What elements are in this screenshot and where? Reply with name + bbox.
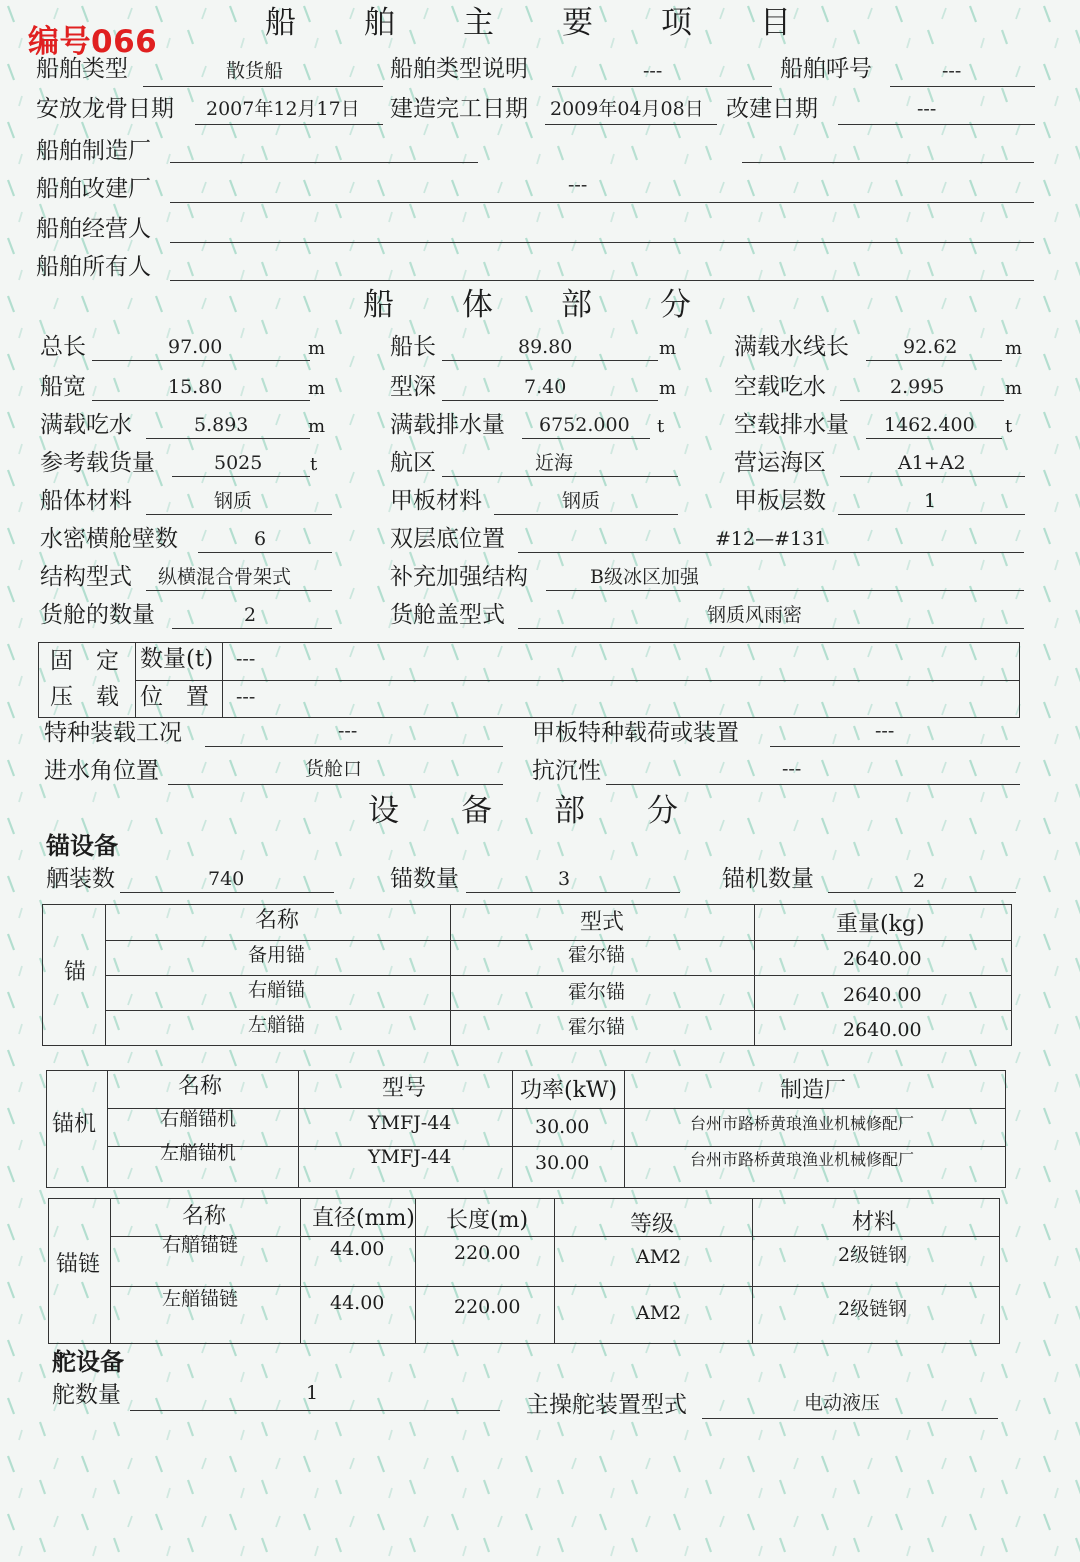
anchor-equipment-heading: 锚设备 <box>46 831 118 860</box>
keel-date-value: 2007年12月17日 <box>206 98 360 120</box>
windlass-table-row-1 <box>107 1108 1006 1109</box>
ship-type-label: 船舶类型 <box>36 56 128 82</box>
table-row: AM2 <box>636 1302 682 1324</box>
light-disp-unit: t <box>1005 416 1013 437</box>
rudder-count-value: 1 <box>306 1382 319 1404</box>
table-row: 2级链钢 <box>838 1298 908 1320</box>
hatch-label: 货舱盖型式 <box>390 602 505 628</box>
table-row: YMFJ-44 <box>368 1146 452 1168</box>
lwl-label: 满载水线长 <box>734 334 849 360</box>
windlass-header-power: 功率(kW) <box>520 1078 618 1103</box>
full-disp-unit: t <box>657 416 665 437</box>
ship-type-underline <box>143 86 383 87</box>
cargo-unit: t <box>310 454 318 475</box>
area-underline <box>442 476 678 477</box>
area-value: 近海 <box>535 452 574 474</box>
ballast-pos-value: --- <box>236 686 256 708</box>
special-load-label: 特种装载工况 <box>44 720 182 746</box>
area-label: 航区 <box>390 450 436 476</box>
rebuilder-value: --- <box>568 174 588 196</box>
callsign-label: 船舶呼号 <box>780 56 872 82</box>
double-bottom-label: 双层底位置 <box>390 526 505 552</box>
hatch-underline <box>518 628 1024 629</box>
table-row: 44.00 <box>330 1292 385 1314</box>
flood-angle-label: 进水角位置 <box>44 758 159 784</box>
windlass-table-row-label: 锚机 <box>52 1112 97 1137</box>
depth-value: 7.40 <box>524 376 567 398</box>
lbp-value: 89.80 <box>518 336 573 358</box>
ship-type-value: 散货船 <box>226 60 284 82</box>
frame-type-value: 纵横混合骨架式 <box>158 566 292 588</box>
holds-label: 货舱的数量 <box>40 602 155 628</box>
owner-label: 船舶所有人 <box>36 254 151 280</box>
lwl-underline <box>866 360 1002 361</box>
anchor-table-row-label: 锚 <box>64 960 87 985</box>
table-row: 2640.00 <box>843 948 922 970</box>
breadth-underline <box>92 400 310 401</box>
chain-header-material: 材料 <box>852 1210 897 1235</box>
chain-table-col-0 <box>110 1198 111 1344</box>
rebuilder-underline <box>170 202 1034 203</box>
flood-angle-value: 货舱口 <box>305 758 363 780</box>
built-date-underline <box>545 124 717 125</box>
bulkheads-label: 水密横舱壁数 <box>40 526 178 552</box>
cargo-underline <box>172 476 310 477</box>
sea-area-label: 营运海区 <box>734 450 826 476</box>
type-desc-value: --- <box>643 60 663 82</box>
loa-value: 97.00 <box>168 336 223 358</box>
deck-special-underline <box>770 746 1020 747</box>
full-disp-value: 6752.000 <box>539 414 630 436</box>
table-row: 30.00 <box>535 1116 590 1138</box>
chain-header-diameter: 直径(mm) <box>312 1206 415 1231</box>
breadth-value: 15.80 <box>168 376 223 398</box>
unsinkable-value: --- <box>782 758 802 780</box>
windlass-table-col-0 <box>107 1070 108 1188</box>
windlass-header-maker: 制造厂 <box>780 1078 847 1103</box>
double-bottom-value: #12—#131 <box>715 528 827 550</box>
chain-table-col-2 <box>415 1198 416 1344</box>
holds-underline <box>172 628 332 629</box>
table-row: 台州市路桥黄琅渔业机械修配厂 <box>690 1114 915 1133</box>
chain-table-col-1 <box>300 1198 301 1344</box>
hull-section-title: 船体部分 <box>363 287 759 323</box>
table-row: 备用锚 <box>248 944 306 966</box>
table-row: 右艏锚 <box>248 979 306 1001</box>
decks-label: 甲板层数 <box>734 488 826 514</box>
windlass-count-underline <box>828 892 1016 893</box>
unsinkable-label: 抗沉性 <box>532 758 601 784</box>
rudder-equipment-heading: 舵设备 <box>52 1347 124 1376</box>
reinforce-value: B级冰区加强 <box>590 566 699 588</box>
equipment-section-title: 设备部分 <box>368 793 740 829</box>
anchor-table-row-1 <box>105 940 1012 941</box>
rebuilt-date-value: --- <box>917 98 937 120</box>
page-title: 船舶主要项目 <box>265 5 859 41</box>
windlass-table-row-2 <box>107 1146 1006 1147</box>
windlass-header-name: 名称 <box>178 1074 223 1099</box>
full-disp-underline <box>522 438 650 439</box>
deck-material-underline <box>494 514 678 515</box>
rudder-count-label: 舵数量 <box>52 1382 121 1408</box>
ballast-qty-value: --- <box>236 648 256 670</box>
depth-underline <box>442 400 658 401</box>
flood-angle-underline <box>168 784 503 785</box>
full-draft-label: 满载吃水 <box>40 412 132 438</box>
table-row: 2640.00 <box>843 1019 922 1041</box>
table-row: 2640.00 <box>843 984 922 1006</box>
decks-value: 1 <box>924 490 937 512</box>
ballast-qty-label: 数量(t) <box>140 646 214 672</box>
table-row: YMFJ-44 <box>368 1112 452 1134</box>
light-disp-label: 空载排水量 <box>734 412 849 438</box>
anchor-header-name: 名称 <box>255 908 300 933</box>
ballast-pos-label: 位 置 <box>140 684 209 710</box>
ballast-label-ballast: 压 载 <box>50 684 119 710</box>
outfit-number-value: 740 <box>208 868 245 890</box>
table-row: 2级链钢 <box>838 1244 908 1266</box>
decks-underline <box>838 514 1025 515</box>
lwl-value: 92.62 <box>903 336 958 358</box>
sea-area-underline <box>840 476 1025 477</box>
chain-table-row-label: 锚链 <box>56 1252 101 1277</box>
light-draft-value: 2.995 <box>890 376 945 398</box>
light-disp-value: 1462.400 <box>884 414 975 436</box>
lwl-unit: m <box>1005 338 1023 359</box>
keel-date-underline <box>195 124 383 125</box>
anchor-header-type: 型式 <box>580 910 625 935</box>
light-draft-unit: m <box>1005 378 1023 399</box>
deck-material-label: 甲板材料 <box>390 488 482 514</box>
table-row: 霍尔锚 <box>568 981 626 1003</box>
operator-underline <box>170 242 1034 243</box>
bulkheads-underline <box>198 552 332 553</box>
depth-label: 型深 <box>390 374 436 400</box>
callsign-underline <box>890 86 1035 87</box>
deck-special-value: --- <box>875 720 895 742</box>
owner-underline <box>170 280 1034 281</box>
loa-underline <box>92 360 310 361</box>
lbp-unit: m <box>659 338 677 359</box>
built-date-value: 2009年04月08日 <box>550 98 704 120</box>
cargo-value: 5025 <box>214 452 263 474</box>
windlass-header-model: 型号 <box>382 1076 427 1101</box>
full-draft-underline <box>146 438 310 439</box>
table-row: 左艏锚机 <box>160 1142 237 1164</box>
hull-material-label: 船体材料 <box>40 488 132 514</box>
table-row: 220.00 <box>454 1242 521 1264</box>
chain-table-row-1 <box>110 1236 1000 1237</box>
hull-material-underline <box>146 514 332 515</box>
builder-underline-left <box>170 162 478 163</box>
depth-unit: m <box>659 378 677 399</box>
unsinkable-underline <box>606 784 1020 785</box>
outfit-number-label: 舾装数 <box>46 866 115 892</box>
table-row: 霍尔锚 <box>568 944 626 966</box>
table-row: 30.00 <box>535 1152 590 1174</box>
full-draft-unit: m <box>308 416 326 437</box>
special-load-underline <box>205 746 503 747</box>
breadth-unit: m <box>308 378 326 399</box>
rebuilder-label: 船舶改建厂 <box>36 176 151 202</box>
windlass-table-col-3 <box>624 1070 625 1188</box>
anchor-count-underline <box>466 892 680 893</box>
chain-table-col-3 <box>554 1198 555 1344</box>
builder-label: 船舶制造厂 <box>36 138 151 164</box>
deck-material-value: 钢质 <box>562 490 601 512</box>
chain-header-grade: 等级 <box>630 1212 675 1237</box>
table-row: 左艏锚链 <box>162 1288 239 1310</box>
hull-material-value: 钢质 <box>214 490 253 512</box>
special-load-value: --- <box>338 720 358 742</box>
anchor-count-label: 锚数量 <box>390 866 459 892</box>
light-draft-underline <box>840 400 1004 401</box>
anchor-table-row-3 <box>105 1010 1012 1011</box>
ballast-row-divider <box>135 680 1020 681</box>
ballast-label-fixed: 固 定 <box>50 648 119 674</box>
light-disp-underline <box>866 438 1002 439</box>
built-date-label: 建造完工日期 <box>390 96 528 122</box>
anchor-header-weight: 重量(kg) <box>836 912 925 937</box>
lbp-underline <box>442 360 658 361</box>
steering-gear-value: 电动液压 <box>804 1392 881 1414</box>
chain-table-row-2 <box>110 1286 1000 1287</box>
table-row: AM2 <box>636 1246 682 1268</box>
frame-type-underline <box>146 590 332 591</box>
lbp-label: 船长 <box>390 334 436 360</box>
full-disp-label: 满载排水量 <box>390 412 505 438</box>
table-row: 左艏锚 <box>248 1014 306 1036</box>
rebuilt-date-underline <box>838 124 1035 125</box>
deck-special-label: 甲板特种载荷或装置 <box>532 720 739 746</box>
chain-table-col-4 <box>752 1198 753 1344</box>
full-draft-value: 5.893 <box>194 414 249 436</box>
table-row: 右艏锚机 <box>160 1108 237 1130</box>
table-row: 霍尔锚 <box>568 1016 626 1038</box>
steering-gear-label: 主操舵装置型式 <box>526 1392 687 1418</box>
anchor-count-value: 3 <box>558 868 571 890</box>
anchor-table-row-2 <box>105 975 1012 976</box>
type-desc-underline <box>552 86 772 87</box>
callsign-value: --- <box>942 60 962 82</box>
outfit-number-underline <box>120 892 334 893</box>
table-row: 220.00 <box>454 1296 521 1318</box>
double-bottom-underline <box>518 552 1024 553</box>
chain-header-name: 名称 <box>182 1204 227 1229</box>
bulkheads-value: 6 <box>254 528 267 550</box>
loa-unit: m <box>308 338 326 359</box>
windlass-table-col-2 <box>512 1070 513 1188</box>
document-number-tag: 编号066 <box>28 24 158 60</box>
table-row: 44.00 <box>330 1238 385 1260</box>
chain-header-length: 长度(m) <box>446 1208 529 1233</box>
table-row: 台州市路桥黄琅渔业机械修配厂 <box>690 1150 915 1169</box>
rudder-count-underline <box>130 1410 500 1411</box>
frame-type-label: 结构型式 <box>40 564 132 590</box>
rebuilt-date-label: 改建日期 <box>726 96 818 122</box>
hatch-value: 钢质风雨密 <box>707 604 803 626</box>
reinforce-underline <box>546 590 1024 591</box>
keel-date-label: 安放龙骨日期 <box>36 96 174 122</box>
sea-area-value: A1+A2 <box>898 452 966 474</box>
cargo-label: 参考载货量 <box>40 450 155 476</box>
holds-value: 2 <box>244 604 257 626</box>
operator-label: 船舶经营人 <box>36 216 151 242</box>
loa-label: 总长 <box>40 334 86 360</box>
breadth-label: 船宽 <box>40 374 86 400</box>
windlass-count-value: 2 <box>913 870 926 892</box>
reinforce-label: 补充加强结构 <box>390 564 528 590</box>
builder-underline-right <box>742 162 1034 163</box>
steering-gear-underline <box>702 1418 998 1419</box>
windlass-count-label: 锚机数量 <box>722 866 814 892</box>
type-desc-label: 船舶类型说明 <box>390 56 528 82</box>
table-row: 右艏锚链 <box>162 1234 239 1256</box>
light-draft-label: 空载吃水 <box>734 374 826 400</box>
windlass-table-col-1 <box>298 1070 299 1188</box>
